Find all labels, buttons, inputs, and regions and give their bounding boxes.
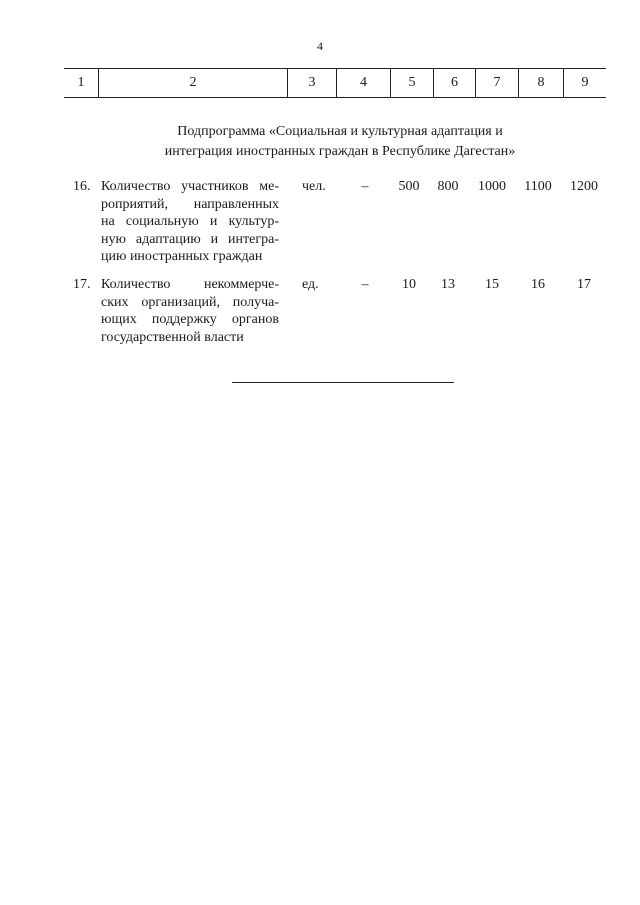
row-value-col4: – [361, 179, 369, 194]
column-header-7: 7 [475, 69, 518, 97]
description-line: ских организаций, получа- [101, 294, 279, 310]
description-line: государственной власти [101, 329, 244, 345]
row-value-col9: 1200 [570, 179, 598, 194]
description-line: на социальную и культур- [101, 214, 279, 229]
subprogram-title [0, 122, 640, 162]
row-value-col9: 17 [577, 277, 591, 292]
row-value-col7: 1000 [478, 179, 506, 194]
column-header-8: 8 [518, 69, 563, 97]
row-unit: ед. [302, 277, 319, 292]
description-line: роприятий, направленных [101, 196, 279, 212]
row-value-col7: 15 [485, 277, 499, 292]
column-header-6: 6 [433, 69, 475, 97]
row-value-col6: 800 [437, 179, 459, 194]
row-description [101, 178, 279, 266]
column-header-1: 1 [77, 75, 85, 90]
row-value-col8: 16 [531, 277, 545, 292]
row-value-col4: – [361, 277, 369, 292]
description-line: Количество некоммерче- [101, 277, 279, 292]
description-line: цию иностранных граждан [101, 249, 263, 264]
row-number: 16. [73, 179, 91, 194]
row-value-col6: 13 [441, 277, 455, 292]
row-unit: чел. [302, 179, 326, 194]
end-divider [232, 382, 454, 383]
subprogram-title-line1: Подпрограмма «Социальная и культурная адаптация и [177, 124, 503, 139]
subprogram-title-line2: интеграция иностранных граждан в Республике Дагестан» [164, 144, 516, 159]
row-number: 17. [73, 277, 91, 292]
description-line: ющих поддержку органов [101, 312, 279, 327]
row-description [101, 276, 279, 346]
column-header-3: 3 [287, 69, 336, 97]
column-header-5: 5 [390, 69, 433, 97]
description-line: ную адаптацию и интегра- [101, 231, 279, 247]
page-number: 4 [317, 39, 323, 53]
column-header-4: 4 [336, 69, 390, 97]
row-value-col5: 10 [402, 277, 416, 292]
row-value-col8: 1100 [524, 179, 552, 194]
column-header-table [64, 68, 606, 98]
row-value-col5: 500 [398, 179, 420, 194]
description-line: Количество участников ме- [101, 179, 279, 194]
column-header-9: 9 [563, 69, 606, 97]
column-header-2: 2 [98, 69, 287, 97]
